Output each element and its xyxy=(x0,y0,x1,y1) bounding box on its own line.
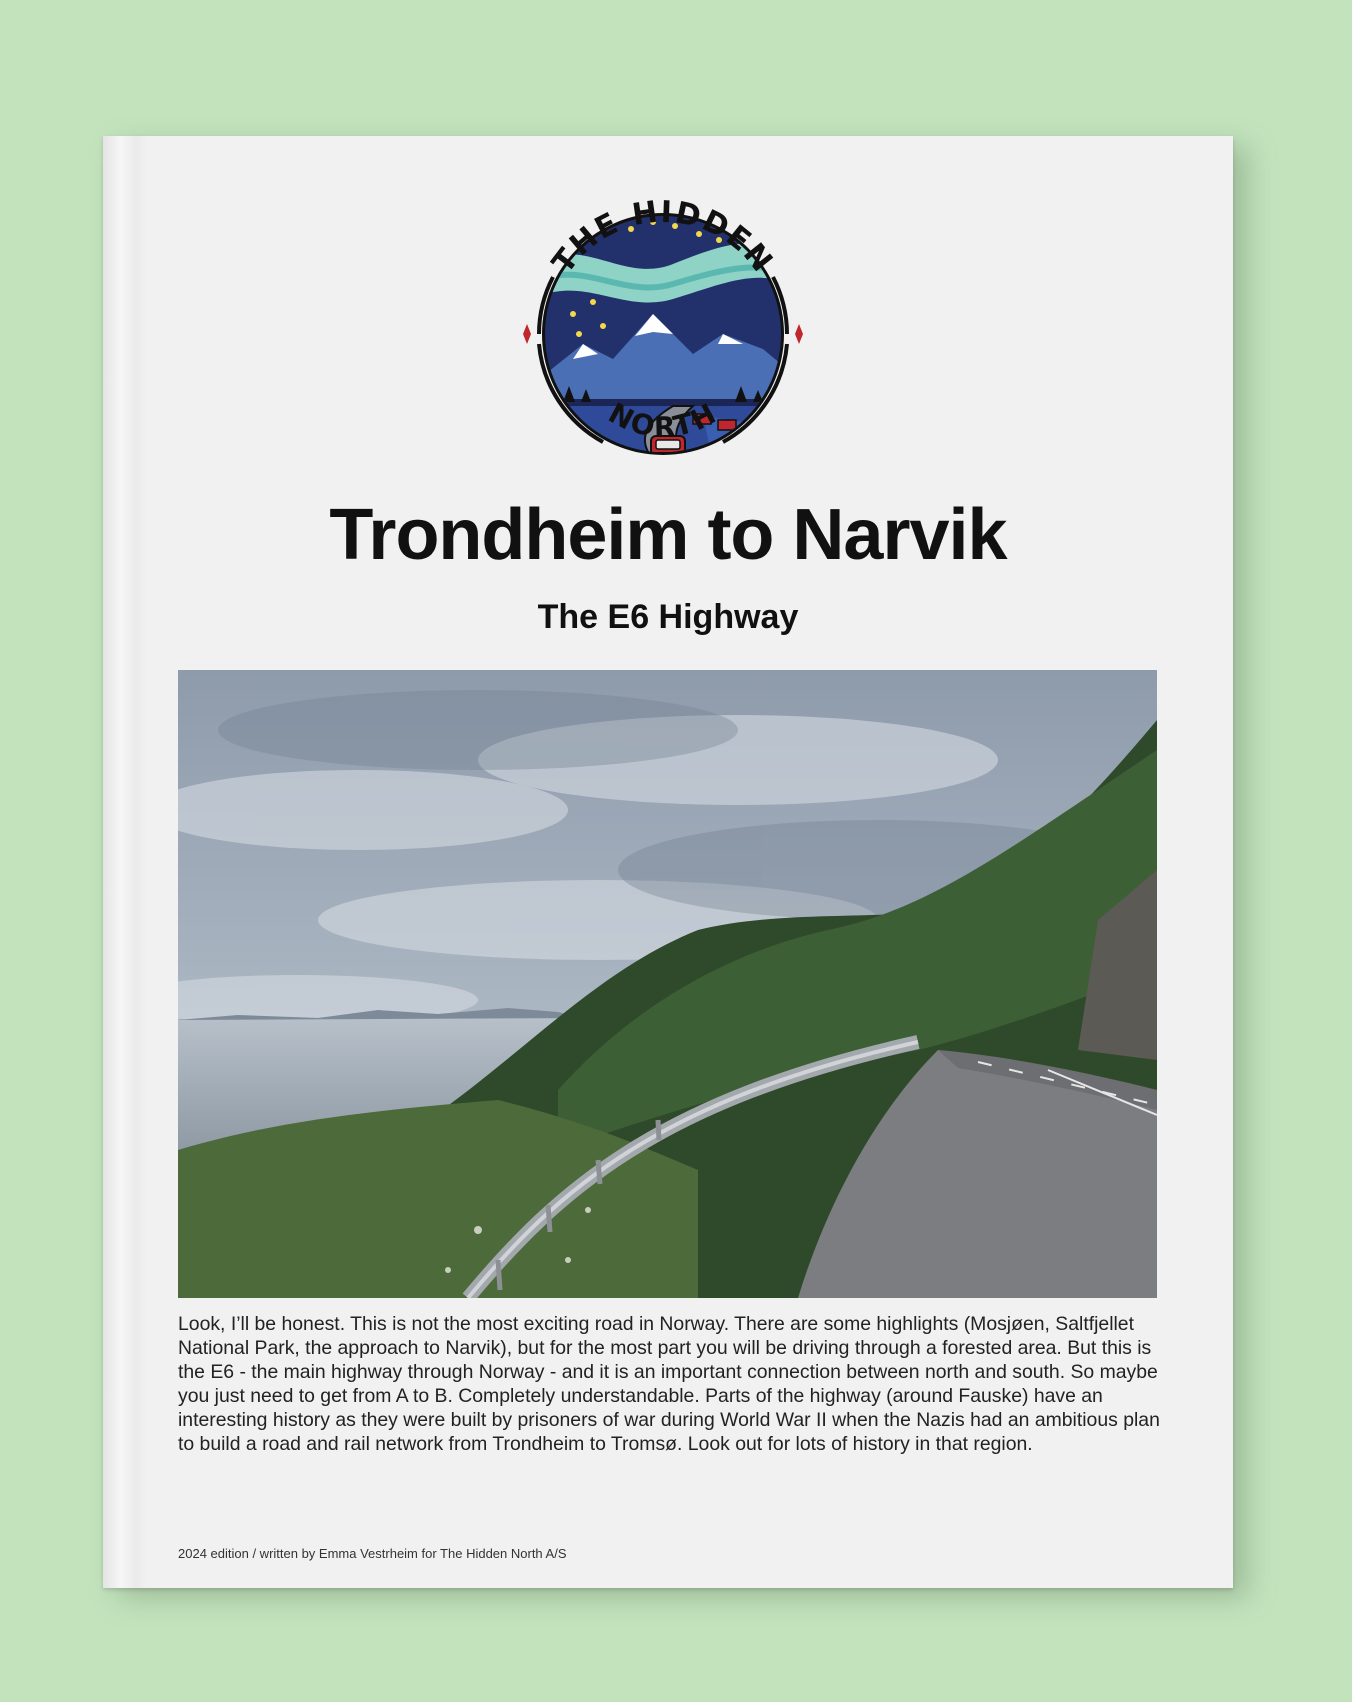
footer-credit: 2024 edition / written by Emma Vestrheim for The Hidden North A/S xyxy=(178,1546,567,1561)
page-title: Trondheim to Narvik xyxy=(329,495,1007,575)
page-subtitle: The E6 Highway xyxy=(537,598,799,636)
body-paragraph: Look, I’ll be honest. This is not the most exciting road in Norway. There are some highlights (Mosjøen, Saltfjellet National Park, the approach to Narvik), but for the most part you will be driving through a forested area. But this is the E6 - the main highway through Norway - and it is an important connection between north and south. So maybe you just need to get from A to B. Completely understandable. Parts of the highway (around Fauske) have an interesting history as they were built by prisoners of war during World War II when the Nazis had an ambitious plan to build a road and rail network from Trondheim to Tromsø. Look out for lots of history in that region. xyxy=(178,1313,1160,1455)
logo-top-text: THE HIDDEN xyxy=(545,194,781,280)
booklet-spine xyxy=(103,136,147,1588)
the-hidden-north-logo xyxy=(503,174,823,494)
booklet-cover xyxy=(103,136,1233,1588)
road-landscape-photo xyxy=(178,670,1157,1298)
logo-bottom-text: NORTH xyxy=(603,396,723,444)
